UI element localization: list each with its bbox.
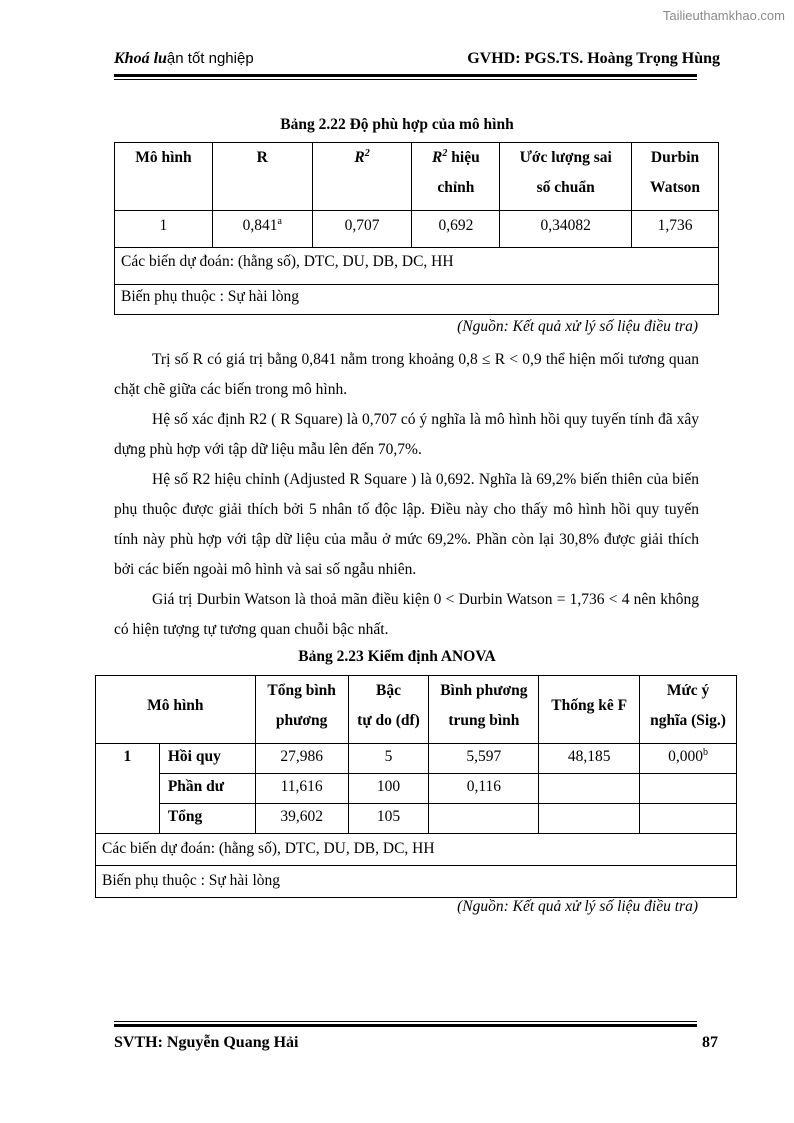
t2-col-df xyxy=(348,676,429,744)
table2-source: (Nguồn: Kết quả xử lý số liệu điều tra) xyxy=(457,898,698,915)
t1-se-line1: Ước lượng sai xyxy=(519,149,612,166)
t2-col-f: Thống kê F xyxy=(539,676,640,744)
paragraph: Trị số R có giá trị bằng 0,841 nằm trong khoảng 0,8 ≤ R < 0,9 thể hiện mối tương quan chặt chẽ giữa các biến trong mô hình. xyxy=(114,351,699,398)
table2-caption: Bảng 2.23 Kiểm định ANOVA xyxy=(298,648,496,665)
t1-cell-r xyxy=(212,211,312,248)
t2-sig-line2: nghĩa (Sig.) xyxy=(650,712,726,729)
t1-dw-line2: Watson xyxy=(650,179,701,196)
body-text xyxy=(114,345,699,645)
t2-cell-ms xyxy=(429,804,539,834)
page-header xyxy=(114,50,720,72)
t1-col-std-error xyxy=(500,143,632,211)
t2-cell-f: 48,185 xyxy=(539,744,640,774)
t2-cell-sig xyxy=(640,804,737,834)
t1-adj-rest: hiệu xyxy=(447,149,480,166)
paragraph: Hệ số xác định R2 ( R Square) là 0,707 có ý nghĩa là mô hình hồi quy tuyến tính đã xây dựng phù hợp với tập dữ liệu mẫu lên đến 70,7%. xyxy=(114,411,699,458)
footer-rule-thin xyxy=(114,1021,697,1022)
t1-dw-line1: Durbin xyxy=(650,149,700,166)
t1-dependent-note: Biến phụ thuộc : Sự hài lòng xyxy=(115,285,719,315)
header-rule-thin xyxy=(114,79,697,80)
t2-row-label: Hồi quy xyxy=(159,744,255,774)
footer-rule-thick xyxy=(114,1024,697,1027)
t2-cell-ms: 0,116 xyxy=(429,774,539,804)
t2-row-label: Phần dư xyxy=(159,774,255,804)
t2-ms-line2: trung bình xyxy=(448,712,520,729)
t2-cell-df: 100 xyxy=(348,774,429,804)
t2-cell-ss: 11,616 xyxy=(255,774,348,804)
header-thesis-emphasis: Khoá lu xyxy=(114,50,167,67)
t2-col-sig xyxy=(640,676,737,744)
t1-r-value: 0,841 xyxy=(242,217,278,234)
t1-col-adjusted-r2 xyxy=(412,143,500,211)
t1-se-line2: số chuẩn xyxy=(536,179,595,196)
table-row xyxy=(96,774,737,804)
t1-col-model: Mô hình xyxy=(115,143,213,211)
t1-cell-model: 1 xyxy=(115,211,213,248)
t2-dependent-note: Biến phụ thuộc : Sự hài lòng xyxy=(96,866,737,898)
header-thesis-rest: ận tốt nghiệp xyxy=(166,50,254,67)
t1-adj-sup: 2 xyxy=(442,147,448,159)
table2-header-row xyxy=(96,676,737,744)
t1-adj-base: R xyxy=(432,149,443,166)
t2-ms-line1: Bình phương xyxy=(440,682,528,699)
page-number: 87 xyxy=(702,1034,718,1051)
t2-model-number: 1 xyxy=(96,744,160,834)
t2-row-label: Tổng xyxy=(159,804,255,834)
table-row xyxy=(96,834,737,866)
t2-sig-line1: Mức ý xyxy=(666,682,710,699)
t1-col-durbin-watson xyxy=(632,143,719,211)
t1-cell-adjusted-r2: 0,692 xyxy=(412,211,500,248)
t1-r2-base: R xyxy=(354,149,365,166)
table-row xyxy=(115,211,719,248)
t2-ss-line1: Tổng bình xyxy=(267,682,336,699)
t2-cell-ss: 39,602 xyxy=(255,804,348,834)
t2-cell-df: 5 xyxy=(348,744,429,774)
t2-ss-line2: phương xyxy=(275,712,328,729)
table1-header-row xyxy=(115,143,719,211)
t1-col-r: R xyxy=(212,143,312,211)
t1-adj-line2: chỉnh xyxy=(437,179,475,196)
t2-col-mean-square xyxy=(429,676,539,744)
t2-cell-df: 105 xyxy=(348,804,429,834)
footer-author: SVTH: Nguyễn Quang Hải xyxy=(114,1034,299,1051)
model-fit-table xyxy=(114,142,719,315)
t2-sig-value: 0,000 xyxy=(668,748,703,765)
table-row xyxy=(96,744,737,774)
t1-r2-sup: 2 xyxy=(364,147,370,159)
t1-predictors-note: Các biến dự đoán: (hằng số), DTC, DU, DB, DC, HH xyxy=(115,248,719,285)
t1-cell-durbin-watson: 1,736 xyxy=(632,211,719,248)
t2-cell-f xyxy=(539,804,640,834)
paragraph: Giá trị Durbin Watson là thoả mãn điều kiện 0 < Durbin Watson = 1,736 < 4 nên không có hiện tượng tự tương quan chuỗi bậc nhất. xyxy=(114,591,699,638)
table-row xyxy=(115,248,719,285)
t1-cell-r2: 0,707 xyxy=(312,211,412,248)
table1-source: (Nguồn: Kết quả xử lý số liệu điều tra) xyxy=(457,318,698,335)
t2-cell-sig xyxy=(640,774,737,804)
header-thesis-label xyxy=(114,50,254,68)
t1-col-r2 xyxy=(312,143,412,211)
t2-cell-ms: 5,597 xyxy=(429,744,539,774)
t1-cell-std-error: 0,34082 xyxy=(500,211,632,248)
t2-cell-ss: 27,986 xyxy=(255,744,348,774)
t2-df-line1: Bậc xyxy=(376,682,401,699)
table1-caption: Bảng 2.22 Độ phù hợp của mô hình xyxy=(280,116,514,133)
header-rule-thick xyxy=(114,74,697,77)
t1-r-sup: a xyxy=(277,215,282,227)
table-row xyxy=(115,285,719,315)
t2-col-sum-squares xyxy=(255,676,348,744)
table-row xyxy=(96,804,737,834)
watermark: Tailieuthamkhao.com xyxy=(662,8,785,23)
table-row xyxy=(96,866,737,898)
t2-predictors-note: Các biến dự đoán: (hằng số), DTC, DU, DB, DC, HH xyxy=(96,834,737,866)
header-advisor: GVHD: PGS.TS. Hoàng Trọng Hùng xyxy=(467,50,720,67)
t2-df-line2: tự do (df) xyxy=(357,712,420,729)
paragraph: Hệ số R2 hiệu chỉnh (Adjusted R Square ) là 0,692. Nghĩa là 69,2% biến thiên của biến phụ thuộc được giải thích bởi 5 nhân tố độc lập. Điều này cho thấy mô hình hồi quy tuyến tính này phù hợp với tập dữ liệu của mẫu ở mức 69,2%. Phần còn lại 30,8% được giải thích bởi các biến ngoài mô hình và sai số ngẫu nhiên. xyxy=(114,471,699,578)
t2-cell-f xyxy=(539,774,640,804)
t2-col-model: Mô hình xyxy=(96,676,256,744)
t2-sig-sup: b xyxy=(703,746,708,758)
anova-table xyxy=(95,675,737,898)
t2-cell-sig xyxy=(640,744,737,774)
